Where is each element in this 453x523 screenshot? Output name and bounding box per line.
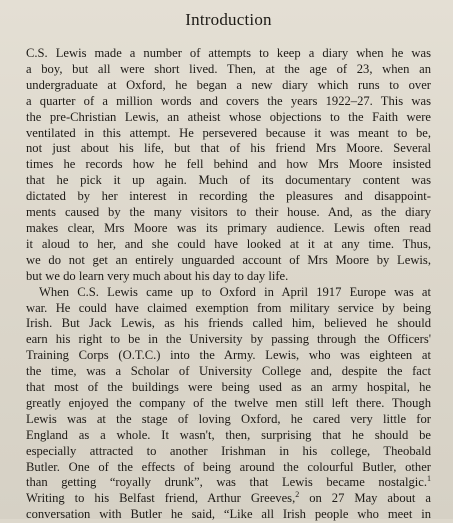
- text-line: Butler. One of the effects of being around the colourful Butler, other: [26, 459, 431, 474]
- text-line: [26, 491, 431, 507]
- text-line: conversation with Butler he said, “Like all Irish people who meet in: [26, 507, 431, 522]
- text-fragment: on 27 May about a: [299, 491, 431, 506]
- text-line: the time, was a Scholar of University College and, despite the fact: [26, 364, 431, 379]
- text-fragment: Writing to his Belfast friend, Arthur Greeves,: [26, 491, 296, 506]
- text-line: When C.S. Lewis came up to Oxford in April 1917 Europe was at: [39, 284, 431, 299]
- paragraph-1: [26, 46, 431, 285]
- text-line: it aloud to her, and she could have looked at it at any time. Thus,: [26, 236, 431, 251]
- text-line: earn his right to be in the University by passing through the Officers': [26, 332, 431, 347]
- text-line: makes clear, Mrs Moore was its primary audience. Lewis often read: [26, 220, 431, 235]
- paragraph-2: [26, 285, 431, 523]
- text-line: war. He could have claimed exemption from military service by being: [26, 300, 431, 315]
- footnote-marker: 2: [295, 490, 300, 500]
- text-line: Irish. But Jack Lewis, as his friends called him, believed he should: [26, 316, 431, 331]
- text-line: Training Corps (O.T.C.) into the Army. Lewis, who was eighteen at: [26, 348, 431, 363]
- text-line: [26, 475, 431, 491]
- text-line: we do not get an entirely unguarded account of Mrs Moore by Lewis,: [26, 252, 431, 267]
- text-line: a quarter of a million words and covers the years 1922–27. This was: [26, 93, 431, 108]
- text-line: but we do learn very much about his day to day life.: [26, 268, 289, 283]
- text-fragment: than getting “royally drunk”, was that Lewis became nostalgic.: [26, 475, 427, 490]
- text-line: times he records how he fell behind and how Mrs Moore insisted: [26, 157, 431, 172]
- text-line: not just about his life, but that of his friend Mrs Moore. Several: [26, 141, 431, 156]
- text-line: that he pick it up again. Much of its documentary content was: [26, 173, 431, 188]
- text-line: especially attracted to another Irishman in his college, Theobald: [26, 443, 431, 458]
- footnote-marker: 1: [427, 474, 431, 484]
- text-line: C.S. Lewis made a number of attempts to keep a diary when he was: [26, 46, 431, 60]
- text-line: England as a whole. It wasn't, then, surprising that he should be: [26, 427, 431, 442]
- text-line: ments caused by the many visitors to their house. And, as the diary: [26, 205, 431, 220]
- text-line: Lewis was at the stage of loving Oxford, he cared very little for: [26, 411, 431, 426]
- text-line: dictated by her interest in recording the pleasures and disappoint-: [26, 189, 431, 204]
- text-line: undergraduate at Oxford, he began a new diary which runs to over: [26, 77, 431, 92]
- text-line: greatly enjoyed the company of the twelve men still left there. Though: [26, 395, 431, 410]
- text-line: that most of the buildings were being used as an army hospital, he: [26, 380, 431, 395]
- text-line: ventilated in this attempt. He persevered because it was meant to be,: [26, 125, 431, 140]
- page-title: Introduction: [185, 10, 272, 29]
- text-line: the pre-Christian Lewis, an atheist whose objections to the Faith were: [26, 109, 431, 124]
- text-line: a boy, but all were short lived. Then, at the age of 23, when an: [26, 61, 431, 76]
